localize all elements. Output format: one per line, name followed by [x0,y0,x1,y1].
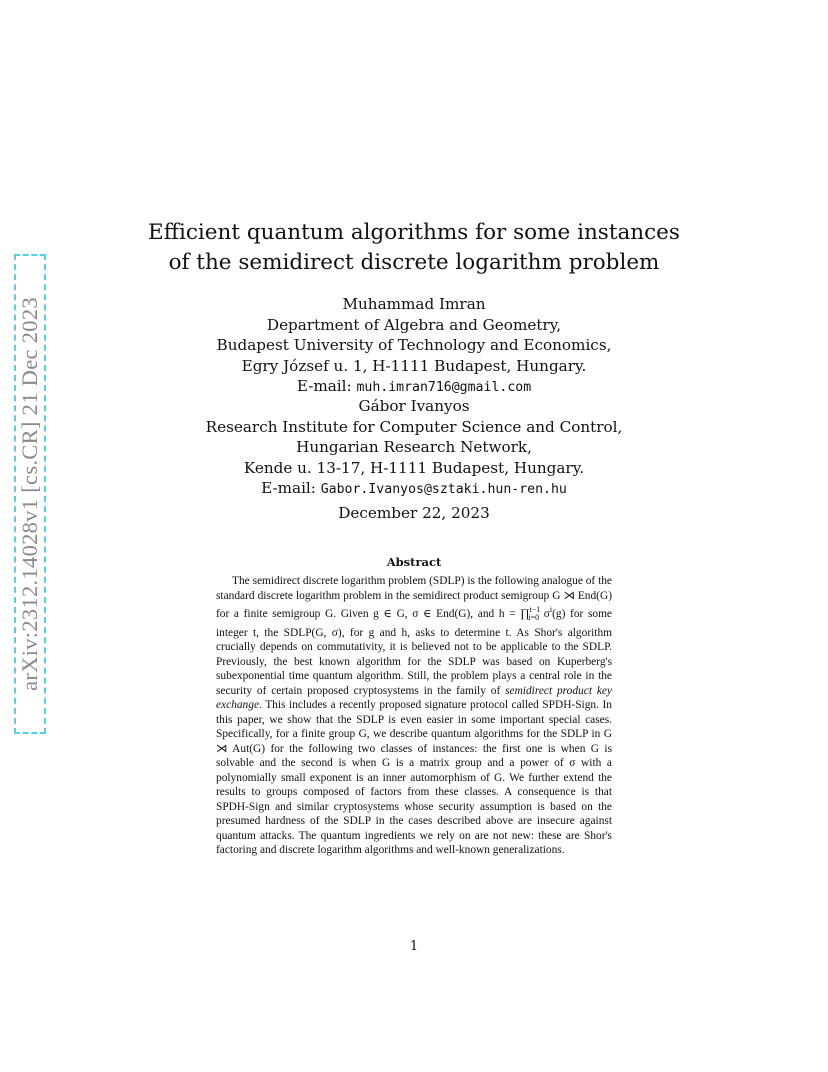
email-line [0,478,828,501]
email-label: E-mail: [261,479,321,498]
abstract-paragraph [216,574,612,858]
affiliation-line: Hungarian Research Network, [296,438,532,457]
product-upper-limit: t−1 [529,605,541,614]
author-name: Gábor Ivanyos [358,397,470,415]
affiliation-line: Kende u. 13-17, H-1111 Budapest, Hungary. [243,458,585,477]
arxiv-identifier: arXiv:2312.14028v1 [cs.CR] 21 Dec 2023 [17,297,42,691]
affiliation-line: Budapest University of Technology and Economics, [216,336,612,355]
page-number: 1 [409,939,419,954]
paper-title [0,218,828,278]
affiliation-line: Department of Algebra and Geometry, [266,315,562,334]
abstract-text: (g) for some integer t, the SDLP(G, σ), for g and h, asks to determine t. As Shor's algorithm crucially depends on commutativity, it is believed not to be applicable to the SDLP. Previously, the best known algorithm for the SDLP was based on Kuperberg's subexponential time quantum algorithm. Still, the problem plays a central role in the security of certain proposed cryptosystems in the family of [216,607,612,697]
title-line-2: of the semidirect discrete logarithm problem [168,250,660,275]
affiliation-line: Research Institute for Computer Science and Control, [205,417,623,436]
abstract-text: σ [539,607,550,620]
abstract-body [216,574,612,858]
email-label: E-mail: [296,377,357,396]
abstract-text: The semidirect discrete logarithm problem (SDLP) is the following analogue of the standard discrete logarithm problem in the semidirect product semigroup G ⋊ End(G) for a finite semigroup G. Given g ∈ G, σ ∈ End(G), and h = ∏ [216,575,612,620]
paper-date: December 22, 2023 [338,504,490,522]
sigma-exponent: i [549,605,553,614]
author-block-1 [0,294,828,399]
author-name: Muhammad Imran [342,295,486,313]
author-block-2 [0,396,828,501]
title-line-1: Efficient quantum algorithms for some instances [148,220,680,245]
email-address: muh.imran716@gmail.com [356,380,532,396]
abstract-heading: Abstract [386,555,442,569]
abstract-emphasis: semidirect product key exchange [216,684,612,712]
abstract-text: . This includes a recently proposed signature protocol called SPDH-Sign. In this paper, we show that the SDLP is even easier in some important special cases. Specifically, for a finite group G, we describe quantum algorithms for the SDLP in G ⋊ Aut(G) for the following two classes of instances: the first one is when G is solvable and the second is when G is a matrix group and a power of σ with a polynomially small exponent is an inner automorphism of G. We further extend the results to groups composed of factors from these classes. A consequence is that SPDH-Sign and similar cryptosystems whose security assumption is based on the presumed hardness of the SDLP in the cases described above are insecure against quantum attacks. The quantum ingredients we rely on are not new: these are Shor's factoring and discrete logarithm algorithms and well-known generalizations. [216,699,612,857]
affiliation-line: Egry József u. 1, H-1111 Budapest, Hungary. [241,356,587,375]
product-lower-limit: i=0 [528,613,540,623]
email-address: Gabor.Ivanyos@sztaki.hun-ren.hu [320,482,567,498]
